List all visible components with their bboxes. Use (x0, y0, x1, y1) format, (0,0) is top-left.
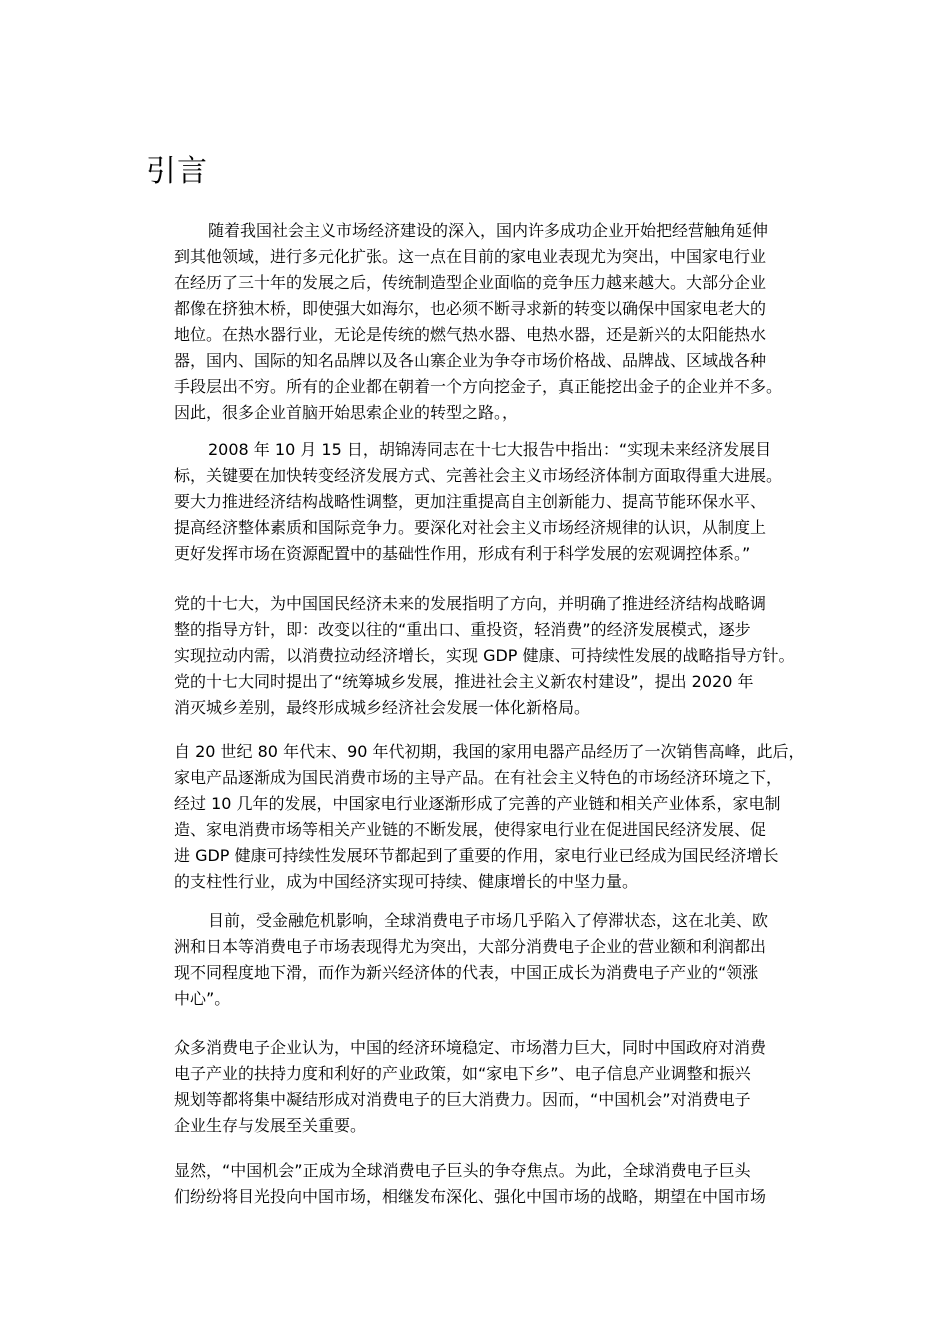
text-line: 的支柱性行业，成为中国经济实现可持续、健康增长的中坚力量。 (174, 872, 639, 891)
text-line: 党的十七大，为中国国民经济未来的发展指明了方向，并明确了推进经济结构战略调 (174, 594, 767, 613)
paragraph-1 (174, 218, 814, 426)
paragraph-2 (174, 437, 814, 567)
page-title: 引言 (146, 154, 208, 189)
text-line: 显然，“中国机会”正成为全球消费电子巨头的争夺焦点。为此，全球消费电子巨头 (174, 1161, 751, 1180)
text-line: 消灭城乡差别，最终形成城乡经济社会发展一体化新格局。 (174, 698, 591, 717)
text-line: 目前，受金融危机影响，全球消费电子市场几乎陷入了停滞状态，这在北美、欧 (208, 911, 769, 930)
text-line: 都像在挤独木桥，即使强大如海尔，也必须不断寻求新的转变以确保中国家电老大的 (174, 299, 767, 318)
paragraph-7 (174, 1158, 814, 1210)
paragraph-5 (174, 908, 814, 1012)
text-line: 进 GDP 健康可持续性发展环节都起到了重要的作用，家电行业已经成为国民经济增长 (174, 846, 779, 865)
text-line: 地位。在热水器行业，无论是传统的燃气热水器、电热水器，还是新兴的太阳能热水 (174, 325, 767, 344)
text-line: 在经历了三十年的发展之后，传统制造型企业面临的竞争压力越来越大。大部分企业 (174, 273, 767, 292)
text-line: 自 20 世纪 80 年代末、90 年代初期，我国的家用电器产品经历了一次销售高峰，此后， (174, 742, 805, 761)
paragraph-3 (174, 591, 814, 721)
text-line: 到其他领域，进行多元化扩张。这一点在目前的家电业表现尤为突出，中国家电行业 (174, 247, 767, 266)
text-line: 经过 10 几年的发展，中国家电行业逐渐形成了完善的产业链和相关产业体系，家电制 (174, 794, 781, 813)
text-line: 因此，很多企业首脑开始思索企业的转型之路。， (174, 403, 519, 422)
text-line: 更好发挥市场在资源配置中的基础性作用，形成有利于科学发展的宏观调控体系。” (174, 544, 751, 563)
text-line: 手段层出不穷。所有的企业都在朝着一个方向挖金子，真正能挖出金子的企业并不多。 (174, 377, 783, 396)
paragraph-4 (174, 739, 814, 895)
text-line: 众多消费电子企业认为，中国的经济环境稳定、市场潜力巨大，同时中国政府对消费 (174, 1038, 767, 1057)
text-line: 标，关键要在加快转变经济发展方式、完善社会主义市场经济体制方面取得重大进展。 (174, 466, 783, 485)
text-line: 们纷纷将目光投向中国市场，相继发布深化、强化中国市场的战略，期望在中国市场 (174, 1187, 767, 1206)
text-line: 提高经济整体素质和国际竞争力。要深化对社会主义市场经济规律的认识，从制度上 (174, 518, 767, 537)
text-line: 党的十七大同时提出了“统筹城乡发展，推进社会主义新农村建设”，提出 2020 年 (174, 672, 754, 691)
text-line: 2008 年 10 月 15 日，胡锦涛同志在十七大报告中指出：“实现未来经济发展目 (208, 440, 772, 459)
text-line: 现不同程度地下滑，而作为新兴经济体的代表，中国正成长为消费电子产业的“领涨 (174, 963, 759, 982)
text-line: 实现拉动内需，以消费拉动经济增长，实现 GDP 健康、可持续性发展的战略指导方针。 (174, 646, 795, 665)
text-line: 中心”。 (174, 989, 231, 1008)
text-line: 企业生存与发展至关重要。 (174, 1116, 367, 1135)
text-line: 电子产业的扶持力度和利好的产业政策，如“家电下乡”、电子信息产业调整和振兴 (174, 1064, 751, 1083)
text-line: 洲和日本等消费电子市场表现得尤为突出，大部分消费电子企业的营业额和利润都出 (174, 937, 767, 956)
text-line: 造、家电消费市场等相关产业链的不断发展，使得家电行业在促进国民经济发展、促 (174, 820, 767, 839)
paragraph-6 (174, 1035, 814, 1139)
text-line: 要大力推进经济结构战略性调整，更加注重提高自主创新能力、提高节能环保水平、 (174, 492, 767, 511)
text-line: 随着我国社会主义市场经济建设的深入，国内许多成功企业开始把经营触角延伸 (208, 221, 769, 240)
text-line: 家电产品逐渐成为国民消费市场的主导产品。在有社会主义特色的市场经济环境之下， (174, 768, 783, 787)
text-line: 整的指导方针，即：改变以往的“重出口、重投资，轻消费”的经济发展模式，逐步 (174, 620, 751, 639)
text-line: 器，国内、国际的知名品牌以及各山寨企业为争夺市场价格战、品牌战、区域战各种 (174, 351, 767, 370)
text-line: 规划等都将集中凝结形成对消费电子的巨大消费力。因而，“中国机会”对消费电子 (174, 1090, 751, 1109)
